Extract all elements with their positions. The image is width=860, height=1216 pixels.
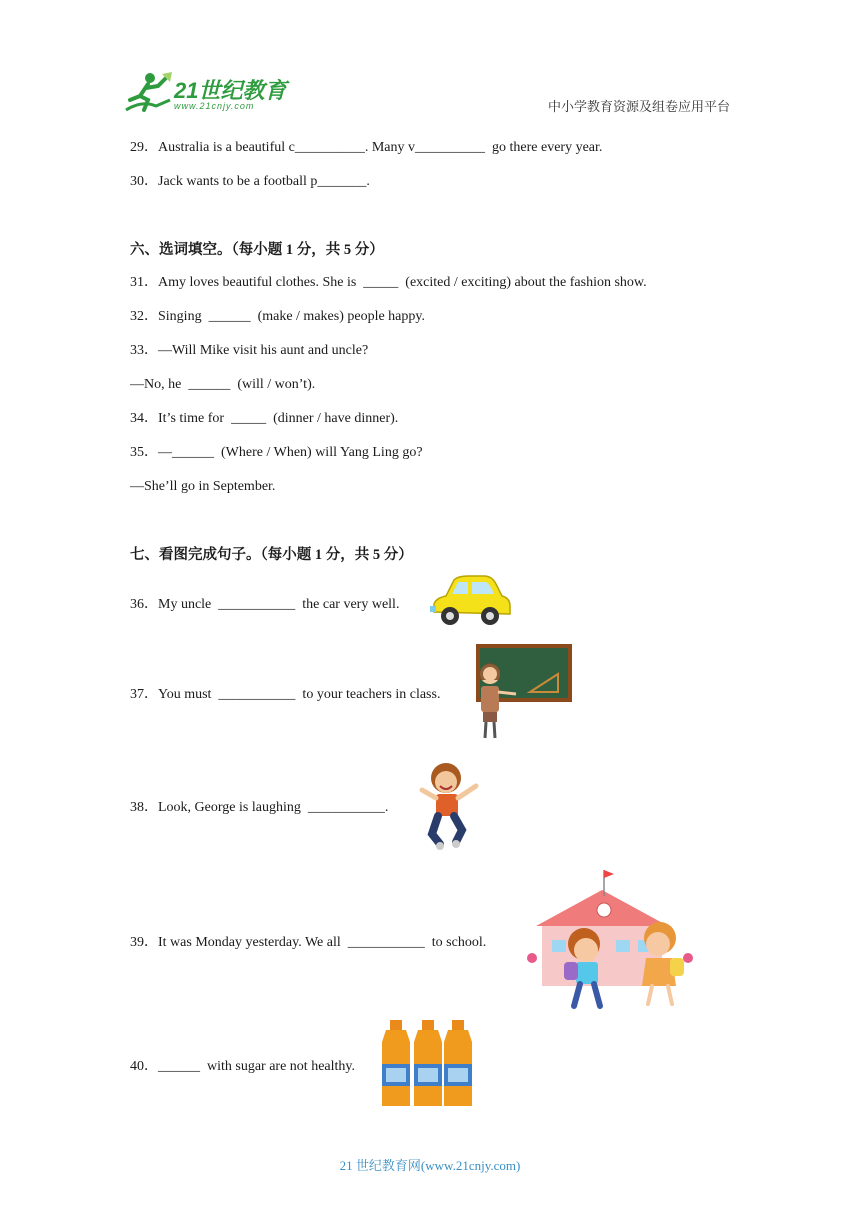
car-image [428,574,512,628]
section-7-heading: 七、看图完成句子。（每小题 1 分，共 5 分） [130,547,413,563]
question-35-answer-line: —She’ll go in September. [130,479,276,494]
question-29: 29．Australia is a beautiful c__________. Many v__________ go there every year. [130,140,603,155]
page-footer: 21 世纪教育网(www.21cnjy.com) [339,1158,521,1173]
question-30: 30．Jack wants to be a football p_______. [130,174,370,189]
question-39: 39．It was Monday yesterday. We all ___________ to school. [130,935,487,950]
question-35: 35．—______ (Where / When) will Yang Ling go? [130,445,423,460]
question-40: 40．______ with sugar are not healthy. [130,1059,355,1074]
platform-tagline: 中小学教育资源及组卷应用平台 [547,100,730,115]
laughing-boy-image [416,760,486,854]
question-32: 32．Singing ______ (make / makes) people happy. [130,309,425,324]
question-33: 33．—Will Mike visit his aunt and uncle? [130,343,369,358]
question-31: 31．Amy loves beautiful clothes. She is _____ (excited / exciting) about the fashion show. [130,275,647,290]
school-children-image [522,866,702,1014]
question-37: 37．You must ___________ to your teachers in class. [130,687,441,702]
bottles-image [380,1018,474,1110]
runner-logo-icon [122,70,174,116]
question-38: 38．Look, George is laughing ___________. [130,800,389,815]
teacher-image [472,644,572,744]
question-34: 34．It’s time for _____ (dinner / have dinner). [130,411,399,426]
question-33-answer-line: —No, he ______ (will / won’t). [130,377,316,392]
logo-text: 21世纪教育 [174,78,287,103]
site-logo [122,70,292,116]
question-36: 36．My uncle ___________ the car very well. [130,597,400,612]
section-6-heading: 六、选词填空。（每小题 1 分，共 5 分） [130,242,384,258]
logo-url: www.21cnjy.com [174,101,255,111]
